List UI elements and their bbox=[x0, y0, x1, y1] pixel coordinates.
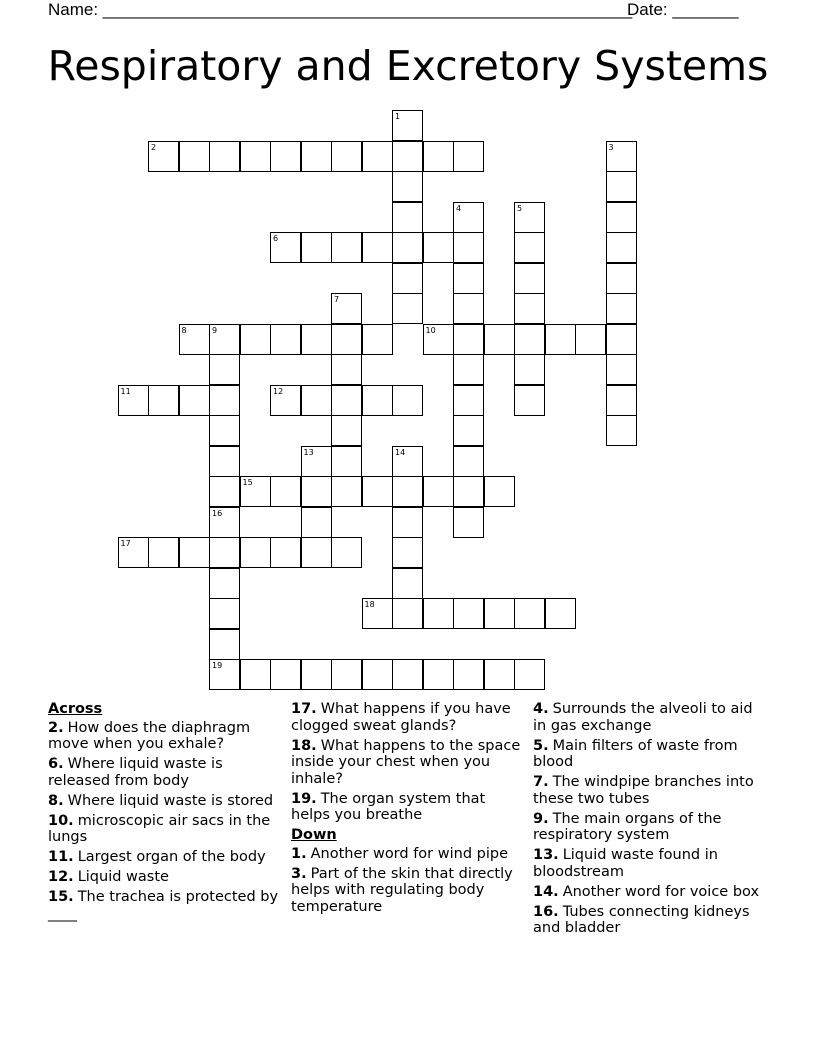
grid-cell[interactable] bbox=[270, 232, 301, 263]
name-field: Name: ________________________________________________________ bbox=[48, 0, 633, 19]
grid-cell[interactable] bbox=[301, 446, 332, 477]
clue-text: What happens if you have clogged sweat glands? bbox=[291, 701, 511, 734]
clue-text: Main filters of waste from blood bbox=[533, 737, 738, 770]
grid-cell[interactable] bbox=[392, 385, 423, 416]
clue-number: 4. bbox=[533, 701, 549, 717]
grid-cell[interactable] bbox=[575, 324, 606, 355]
cell-number: 6 bbox=[273, 234, 279, 243]
clue-down-7 bbox=[533, 774, 765, 807]
grid-cell[interactable] bbox=[301, 141, 332, 172]
cell-number: 13 bbox=[303, 447, 314, 457]
clue-number: 8. bbox=[48, 792, 64, 809]
grid-cell[interactable] bbox=[148, 537, 179, 568]
clue-number: 13. bbox=[533, 847, 559, 863]
grid-cell[interactable] bbox=[514, 263, 545, 294]
grid-cell[interactable] bbox=[118, 537, 149, 568]
grid-cell[interactable] bbox=[301, 385, 332, 416]
grid-cell[interactable] bbox=[484, 598, 515, 629]
grid-cell[interactable] bbox=[362, 476, 393, 507]
clue-number: 12. bbox=[48, 869, 74, 885]
clue-text: Surrounds the alveoli to aid in gas exchange bbox=[533, 701, 753, 734]
cell-number: 11 bbox=[120, 386, 131, 396]
clue-across-12 bbox=[48, 869, 280, 886]
cell-number: 10 bbox=[425, 325, 436, 335]
clue-text: The windpipe branches into these two tubes bbox=[533, 774, 754, 807]
grid-cell[interactable] bbox=[301, 476, 332, 507]
clue-column-2 bbox=[291, 701, 523, 919]
grid-cell[interactable] bbox=[606, 354, 637, 385]
clue-text: Another word for wind pipe bbox=[310, 845, 509, 862]
grid-cell[interactable] bbox=[453, 476, 484, 507]
cell-number: 9 bbox=[212, 325, 218, 335]
cell-number: 2 bbox=[151, 142, 157, 152]
grid-cell[interactable] bbox=[606, 385, 637, 416]
clue-text: microscopic air sacs in the lungs bbox=[48, 812, 271, 845]
grid-cell[interactable] bbox=[392, 507, 423, 538]
clue-text: Largest organ of the body bbox=[77, 849, 266, 865]
grid-cell[interactable] bbox=[392, 232, 423, 263]
clue-down-4 bbox=[533, 701, 765, 734]
grid-cell[interactable] bbox=[270, 385, 301, 416]
grid-cell[interactable] bbox=[392, 598, 423, 629]
clue-text: The main organs of the respiratory system bbox=[533, 810, 722, 843]
cell-number: 7 bbox=[334, 295, 340, 304]
grid-cell[interactable] bbox=[270, 537, 301, 568]
grid-cell[interactable] bbox=[453, 232, 484, 263]
grid-cell[interactable] bbox=[331, 537, 362, 568]
clue-text: The trachea is protected by ____ bbox=[48, 889, 279, 922]
grid-cell[interactable] bbox=[514, 385, 545, 416]
clue-number: 6. bbox=[48, 756, 64, 772]
clue-text: What happens to the space inside your chest when you inhale? bbox=[291, 737, 521, 787]
grid-cell[interactable] bbox=[209, 476, 240, 507]
clue-across-11 bbox=[48, 849, 280, 866]
grid-cell[interactable] bbox=[270, 659, 301, 690]
clue-text: Another word for voice box bbox=[562, 883, 760, 900]
grid-cell[interactable] bbox=[362, 324, 393, 355]
grid-cell[interactable] bbox=[331, 415, 362, 446]
grid-cell[interactable] bbox=[606, 415, 637, 446]
grid-cell[interactable] bbox=[240, 141, 271, 172]
grid-cell[interactable] bbox=[179, 537, 210, 568]
grid-cell[interactable] bbox=[545, 324, 576, 355]
clue-number: 11. bbox=[48, 849, 74, 865]
clue-column-1 bbox=[48, 701, 280, 926]
clue-across-2 bbox=[48, 720, 280, 753]
clue-number: 10. bbox=[48, 812, 74, 829]
grid-cell[interactable] bbox=[514, 659, 545, 690]
clue-text: Part of the skin that directly helps with regulating body temperature bbox=[291, 865, 513, 915]
cell-number: 3 bbox=[608, 142, 614, 152]
grid-cell[interactable] bbox=[423, 659, 454, 690]
grid-cell[interactable] bbox=[453, 293, 484, 324]
grid-cell[interactable] bbox=[453, 507, 484, 538]
grid-cell[interactable] bbox=[362, 141, 393, 172]
clue-number: 17. bbox=[291, 701, 317, 717]
clue-number: 3. bbox=[291, 865, 307, 882]
clue-text: Where liquid waste is released from body bbox=[48, 756, 223, 789]
grid-cell[interactable] bbox=[453, 141, 484, 172]
grid-cell[interactable] bbox=[453, 354, 484, 385]
grid-cell[interactable] bbox=[606, 324, 637, 355]
grid-cell[interactable] bbox=[331, 293, 362, 324]
grid-cell[interactable] bbox=[423, 232, 454, 263]
clue-down-9 bbox=[533, 811, 765, 844]
clue-number: 14. bbox=[533, 883, 559, 900]
grid-cell[interactable] bbox=[453, 385, 484, 416]
grid-cell[interactable] bbox=[209, 507, 240, 538]
cell-number: 19 bbox=[212, 661, 223, 670]
clue-across-8 bbox=[48, 793, 280, 810]
clue-text: Where liquid waste is stored bbox=[67, 792, 274, 809]
clue-number: 7. bbox=[533, 774, 549, 790]
grid-cell[interactable] bbox=[209, 385, 240, 416]
grid-cell[interactable] bbox=[392, 476, 423, 507]
clue-across-19 bbox=[291, 791, 523, 824]
clue-across-17 bbox=[291, 701, 523, 734]
grid-cell[interactable] bbox=[179, 324, 210, 355]
grid-cell[interactable] bbox=[331, 141, 362, 172]
clue-down-14 bbox=[533, 884, 765, 901]
grid-cell[interactable] bbox=[392, 568, 423, 599]
grid-cell[interactable] bbox=[484, 659, 515, 690]
clue-number: 18. bbox=[291, 737, 317, 754]
page-title: Respiratory and Excretory Systems bbox=[47, 42, 769, 90]
grid-cell[interactable] bbox=[331, 476, 362, 507]
grid-cell[interactable] bbox=[179, 141, 210, 172]
grid-cell[interactable] bbox=[514, 598, 545, 629]
grid-cell[interactable] bbox=[545, 598, 576, 629]
grid-cell[interactable] bbox=[270, 141, 301, 172]
grid-cell[interactable] bbox=[484, 476, 515, 507]
cell-number: 1 bbox=[395, 112, 401, 121]
grid-cell[interactable] bbox=[148, 385, 179, 416]
grid-cell[interactable] bbox=[423, 476, 454, 507]
grid-cell[interactable] bbox=[240, 537, 271, 568]
clue-column-3 bbox=[533, 701, 765, 940]
grid-cell[interactable] bbox=[209, 324, 240, 355]
grid-cell[interactable] bbox=[606, 171, 637, 202]
grid-cell[interactable] bbox=[179, 385, 210, 416]
clue-down-16 bbox=[533, 904, 765, 937]
clue-across-18 bbox=[291, 738, 523, 788]
grid-cell[interactable] bbox=[209, 415, 240, 446]
grid-cell[interactable] bbox=[209, 537, 240, 568]
grid-cell[interactable] bbox=[606, 141, 637, 172]
grid-cell[interactable] bbox=[362, 659, 393, 690]
clue-number: 15. bbox=[48, 889, 74, 905]
grid-cell[interactable] bbox=[209, 141, 240, 172]
clue-number: 2. bbox=[48, 719, 64, 736]
grid-cell[interactable] bbox=[484, 324, 515, 355]
grid-cell[interactable] bbox=[270, 476, 301, 507]
grid-cell[interactable] bbox=[209, 568, 240, 599]
cell-number: 12 bbox=[273, 386, 284, 396]
grid-cell[interactable] bbox=[331, 385, 362, 416]
grid-cell[interactable] bbox=[453, 598, 484, 629]
grid-cell[interactable] bbox=[423, 324, 454, 355]
clue-number: 19. bbox=[291, 790, 317, 807]
clue-down-5 bbox=[533, 738, 765, 771]
clue-number: 16. bbox=[533, 903, 559, 920]
grid-cell[interactable] bbox=[240, 659, 271, 690]
grid-cell[interactable] bbox=[392, 446, 423, 477]
clue-text: How does the diaphragm move when you exhale? bbox=[48, 719, 251, 752]
clue-number: 1. bbox=[291, 845, 307, 862]
grid-cell[interactable] bbox=[331, 659, 362, 690]
grid-cell[interactable] bbox=[362, 385, 393, 416]
clue-across-15 bbox=[48, 889, 280, 922]
grid-cell[interactable] bbox=[301, 324, 332, 355]
grid-cell[interactable] bbox=[209, 354, 240, 385]
grid-cell[interactable] bbox=[209, 598, 240, 629]
grid-cell[interactable] bbox=[453, 263, 484, 294]
grid-cell[interactable] bbox=[392, 202, 423, 233]
across-heading: Across bbox=[48, 701, 103, 717]
grid-cell[interactable] bbox=[514, 232, 545, 263]
date-field: Date: _______ bbox=[627, 0, 739, 19]
grid-cell[interactable] bbox=[331, 324, 362, 355]
grid-cell[interactable] bbox=[270, 324, 301, 355]
grid-cell[interactable] bbox=[240, 476, 271, 507]
clue-across-10 bbox=[48, 813, 280, 846]
grid-cell[interactable] bbox=[362, 232, 393, 263]
cell-number: 16 bbox=[212, 508, 223, 518]
grid-cell[interactable] bbox=[606, 263, 637, 294]
grid-cell[interactable] bbox=[331, 354, 362, 385]
grid-cell[interactable] bbox=[240, 324, 271, 355]
grid-cell[interactable] bbox=[118, 385, 149, 416]
grid-cell[interactable] bbox=[301, 507, 332, 538]
grid-cell[interactable] bbox=[453, 324, 484, 355]
grid-cell[interactable] bbox=[392, 537, 423, 568]
clue-down-3 bbox=[291, 866, 523, 916]
grid-cell[interactable] bbox=[514, 202, 545, 233]
clue-text: Tubes connecting kidneys and bladder bbox=[533, 903, 750, 936]
grid-cell[interactable] bbox=[301, 659, 332, 690]
grid-cell[interactable] bbox=[301, 232, 332, 263]
grid-cell[interactable] bbox=[606, 202, 637, 233]
grid-cell[interactable] bbox=[423, 598, 454, 629]
grid-cell[interactable] bbox=[301, 537, 332, 568]
grid-cell[interactable] bbox=[209, 659, 240, 690]
grid-cell[interactable] bbox=[362, 598, 393, 629]
cell-number: 4 bbox=[456, 203, 462, 213]
grid-cell[interactable] bbox=[514, 293, 545, 324]
clue-down-1 bbox=[291, 846, 523, 863]
grid-cell[interactable] bbox=[148, 141, 179, 172]
clue-text: Liquid waste found in bloodstream bbox=[533, 847, 718, 880]
clue-number: 5. bbox=[533, 737, 549, 754]
grid-cell[interactable] bbox=[514, 354, 545, 385]
grid-cell[interactable] bbox=[331, 446, 362, 477]
clue-text: Liquid waste bbox=[77, 869, 169, 885]
cell-number: 14 bbox=[395, 447, 406, 457]
grid-cell[interactable] bbox=[453, 202, 484, 233]
grid-cell[interactable] bbox=[392, 659, 423, 690]
down-heading: Down bbox=[291, 827, 337, 843]
clue-across-6 bbox=[48, 756, 280, 789]
grid-cell[interactable] bbox=[392, 263, 423, 294]
grid-cell[interactable] bbox=[331, 232, 362, 263]
cell-number: 5 bbox=[517, 203, 523, 213]
cell-number: 18 bbox=[364, 600, 375, 609]
grid-cell[interactable] bbox=[453, 446, 484, 477]
grid-cell[interactable] bbox=[606, 293, 637, 324]
grid-cell[interactable] bbox=[514, 324, 545, 355]
grid-cell[interactable] bbox=[209, 446, 240, 477]
cell-number: 17 bbox=[120, 539, 131, 548]
grid-cell[interactable] bbox=[392, 110, 423, 141]
grid-cell[interactable] bbox=[392, 141, 423, 172]
cell-number: 8 bbox=[181, 325, 187, 335]
grid-cell[interactable] bbox=[453, 659, 484, 690]
clue-text: The organ system that helps you breathe bbox=[291, 790, 486, 823]
grid-cell[interactable] bbox=[423, 141, 454, 172]
grid-cell[interactable] bbox=[392, 293, 423, 324]
grid-cell[interactable] bbox=[209, 629, 240, 660]
grid-cell[interactable] bbox=[453, 415, 484, 446]
clue-number: 9. bbox=[533, 810, 549, 827]
grid-cell[interactable] bbox=[606, 232, 637, 263]
cell-number: 15 bbox=[242, 478, 253, 487]
grid-cell[interactable] bbox=[392, 171, 423, 202]
clue-down-13 bbox=[533, 847, 765, 880]
